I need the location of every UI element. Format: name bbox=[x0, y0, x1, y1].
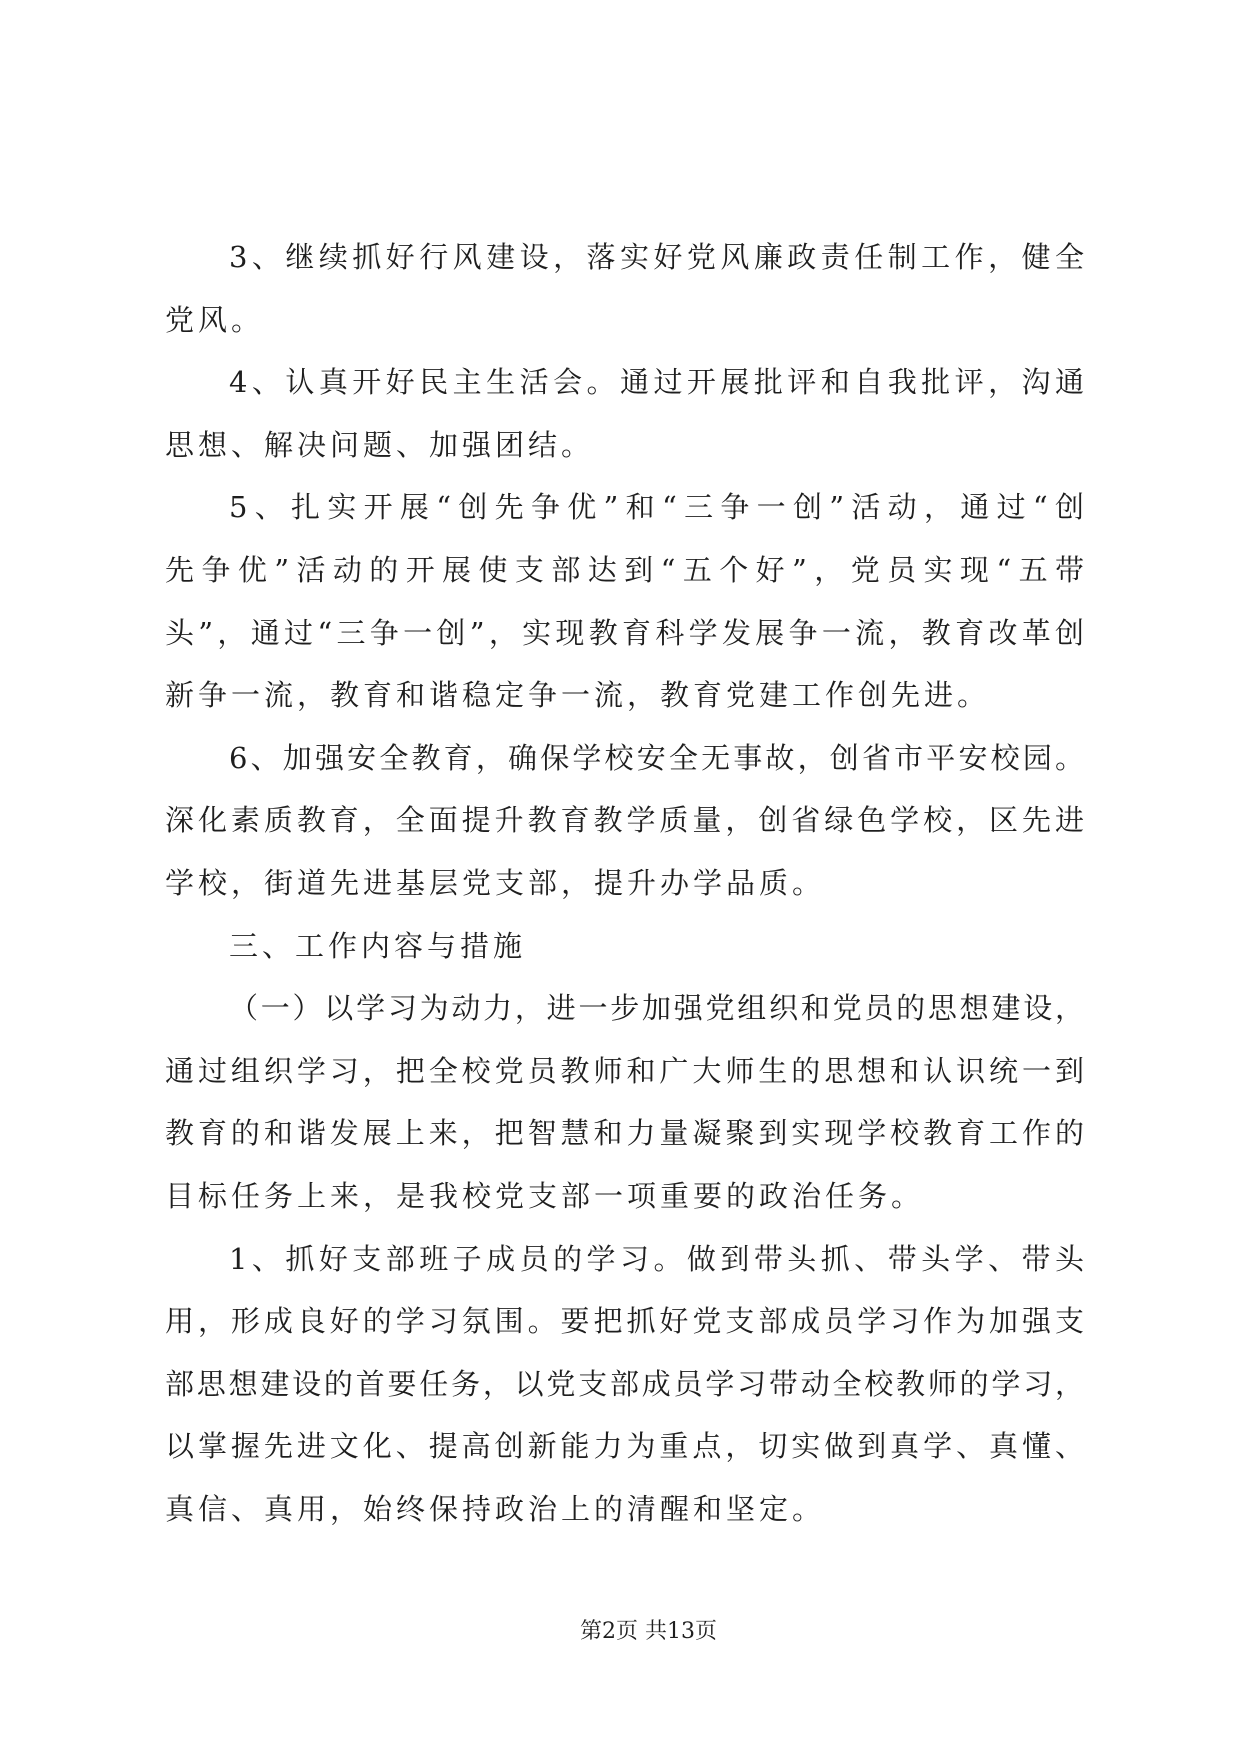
text-line: （一）以学习为动力，进一步加强党组织和党员的思想建设， bbox=[229, 991, 1084, 1026]
text-line: 6、加强安全教育，确保学校安全无事故，创省市平安校园。 bbox=[229, 740, 1084, 775]
text-line: 新争一流，教育和谐稳定争一流，教育党建工作创先进。 bbox=[165, 678, 991, 713]
text-line: 通过组织学习，把全校党员教师和广大师生的思想和认识统一到 bbox=[165, 1053, 1084, 1088]
section-heading bbox=[165, 915, 1084, 978]
paragraph bbox=[165, 1228, 1084, 1541]
paragraph bbox=[165, 226, 1084, 351]
text-line: 5、扎实开展“创先争优”和“三争一创”活动，通过“创 bbox=[229, 490, 1084, 525]
text-line: 党风。 bbox=[165, 302, 265, 337]
text-line: 三、工作内容与措施 bbox=[229, 928, 527, 963]
text-line: 学校，街道先进基层党支部，提升办学品质。 bbox=[165, 865, 826, 900]
paragraph bbox=[165, 351, 1084, 476]
text-line: 真信、真用，始终保持政治上的清醒和坚定。 bbox=[165, 1491, 826, 1526]
text-line: 4、认真开好民主生活会。通过开展批评和自我批评，沟通 bbox=[229, 365, 1084, 400]
text-line: 教育的和谐发展上来，把智慧和力量凝聚到实现学校教育工作的 bbox=[165, 1116, 1084, 1151]
text-line: 深化素质教育，全面提升教育教学质量，创省绿色学校，区先进 bbox=[165, 803, 1084, 838]
text-line: 头”，通过“三争一创”，实现教育科学发展争一流，教育改革创 bbox=[165, 615, 1084, 650]
text-line: 以掌握先进文化、提高创新能力为重点，切实做到真学、真懂、 bbox=[165, 1429, 1084, 1464]
paragraph bbox=[165, 977, 1084, 1227]
text-line: 思想、解决问题、加强团结。 bbox=[165, 427, 595, 462]
document-body bbox=[165, 226, 1084, 1540]
text-line: 3、继续抓好行风建设，落实好党风廉政责任制工作，健全 bbox=[229, 240, 1084, 274]
paragraph bbox=[165, 727, 1084, 915]
text-line: 先争优”活动的开展使支部达到“五个好”，党员实现“五带 bbox=[165, 552, 1084, 587]
text-line: 用，形成良好的学习氛围。要把抓好党支部成员学习作为加强支 bbox=[165, 1304, 1084, 1339]
text-line: 目标任务上来，是我校党支部一项重要的政治任务。 bbox=[165, 1178, 925, 1213]
text-line: 1、抓好支部班子成员的学习。做到带头抓、带头学、带头 bbox=[229, 1241, 1084, 1276]
page-footer: 第2页 共13页 bbox=[580, 1619, 717, 1644]
paragraph bbox=[165, 476, 1084, 726]
text-line: 部思想建设的首要任务，以党支部成员学习带动全校教师的学习， bbox=[165, 1366, 1084, 1401]
